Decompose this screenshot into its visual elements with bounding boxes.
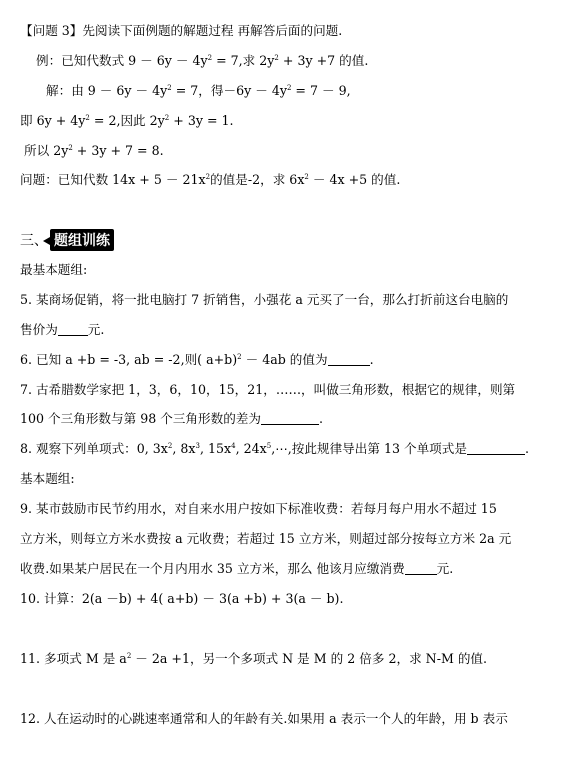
q8-text-c: , 15x: [199, 441, 232, 456]
question-9-line2: 立方米，则每立方米水费按 a 元收费；若超过 15 立方米，则超过部分按每立方米 2a 元: [20, 531, 512, 546]
q8-text-a: 8. 观察下列单项式：0, 3x: [20, 441, 168, 456]
q7-text-a: 100 个三角形数与第 98 个三角形数的差为: [20, 411, 261, 426]
question-10: 10. 计算：2(a －b) + 4( a+b) － 3(a +b) + 3(a － b).: [20, 591, 344, 606]
answer-blank: [328, 353, 370, 366]
step2-line: [24, 142, 164, 160]
solution-text-b: = 7，得－6y － 4y: [171, 83, 287, 98]
question-6: [20, 351, 374, 369]
step2-text-b: + 3y + 7 = 8.: [72, 143, 164, 158]
exponent: 2: [68, 143, 73, 152]
exponent: 2: [274, 53, 279, 62]
step1-text-a: 即 6y + 4y: [20, 113, 86, 128]
question-12: 12. 人在运动时的心跳速率通常和人的年龄有关.如果用 a 表示一个人的年龄，用 b 表示: [20, 711, 508, 726]
q6-text-a: 6. 已知 a +b = -3, ab = -2,则( a+b): [20, 352, 238, 367]
question-text-c: － 4x +5 的值.: [308, 172, 401, 187]
question-11: [20, 650, 487, 668]
example-text-c: + 3y +7 的值.: [278, 53, 369, 68]
q8-text-f: .: [524, 441, 529, 456]
solution-text-c: = 7 － 9,: [291, 83, 351, 98]
section-number: 三、: [20, 233, 48, 249]
exponent: 2: [164, 113, 170, 122]
q11-text-a: 11. 多项式 M 是 a: [20, 651, 127, 666]
exponent: 5: [266, 441, 272, 450]
basic-group-2-label: 基本题组:: [20, 471, 75, 486]
exponent: 2: [126, 651, 132, 660]
question-8: [20, 440, 529, 458]
example-text-b: = 7,求 2y: [212, 53, 275, 68]
question-7-line1: 7. 古希腊数学家把 1，3，6，10，15，21，……，叫做三角形数，根据它的规律，则第: [20, 382, 516, 397]
q5-text-b: 元.: [87, 322, 105, 337]
answer-blank: [467, 442, 525, 455]
exponent: 4: [231, 441, 236, 450]
question-9-line1: 9. 某市鼓励市民节约用水，对自来水用户按如下标准收费：若每月每户用水不超过 15: [20, 501, 497, 516]
step1-text-c: + 3y = 1.: [169, 113, 234, 128]
answer-blank: [58, 323, 88, 336]
exponent: 2: [237, 352, 242, 361]
step1-line: [20, 112, 234, 130]
question-text-b: 的值是-2，求 6x: [210, 172, 305, 187]
solution-text-a: 解：由 9 － 6y － 4y: [46, 83, 168, 98]
question-9-line3: [20, 560, 453, 578]
q6-text-c: .: [369, 352, 374, 367]
question-line: [20, 171, 400, 189]
example-line: [36, 52, 368, 70]
q9-text-b: 元.: [436, 561, 454, 576]
q6-text-b: － 4ab 的值为: [241, 352, 328, 367]
exponent: 2: [207, 53, 213, 62]
exponent: 2: [167, 441, 173, 450]
exponent: 2: [85, 113, 90, 122]
answer-blank: [261, 412, 319, 425]
badge-pointer-icon: [43, 237, 50, 245]
q7-text-b: .: [318, 411, 323, 426]
answer-blank: [405, 562, 437, 575]
basic-group-label: 最基本题组:: [20, 262, 88, 277]
question-7-line2: [20, 410, 323, 428]
exponent: 2: [167, 83, 172, 92]
exponent: 2: [205, 172, 211, 181]
q11-text-b: － 2a +1，另一个多项式 N 是 M 的 2 倍多 2，求 N-M 的值.: [131, 651, 488, 666]
q8-text-b: , 8x: [172, 441, 196, 456]
question-text-a: 问题：已知代数 14x + 5 － 21x: [20, 172, 206, 187]
q9-text-a: 收费.如果某户居民在一个月内用水 35 立方米，那么 他该月应缴消费: [20, 561, 405, 576]
section-heading: [20, 229, 114, 251]
q8-text-e: ,⋯,按此规律导出第 13 个单项式是: [271, 441, 467, 456]
exponent: 3: [195, 441, 200, 450]
step1-text-b: = 2,因此 2y: [89, 113, 165, 128]
problem3-heading: 【问题 3】先阅读下面例题的解题过程 再解答后面的问题.: [20, 23, 343, 38]
question-5-line1: 5. 某商场促销，将一批电脑打 7 折销售，小强花 a 元买了一台，那么打折前这台电脑的: [20, 292, 509, 307]
section-title-badge: [50, 229, 114, 251]
q5-text-a: 售价为: [20, 322, 58, 337]
solution-line: [46, 82, 351, 100]
section-title: 题组训练: [54, 233, 110, 249]
exponent: 2: [286, 83, 292, 92]
exponent: 2: [304, 172, 309, 181]
question-5-line2: [20, 321, 104, 339]
step2-text-a: 所以 2y: [24, 143, 69, 158]
example-text-a: 例：已知代数式 9 － 6y － 4y: [36, 53, 208, 68]
q8-text-d: , 24x: [235, 441, 267, 456]
